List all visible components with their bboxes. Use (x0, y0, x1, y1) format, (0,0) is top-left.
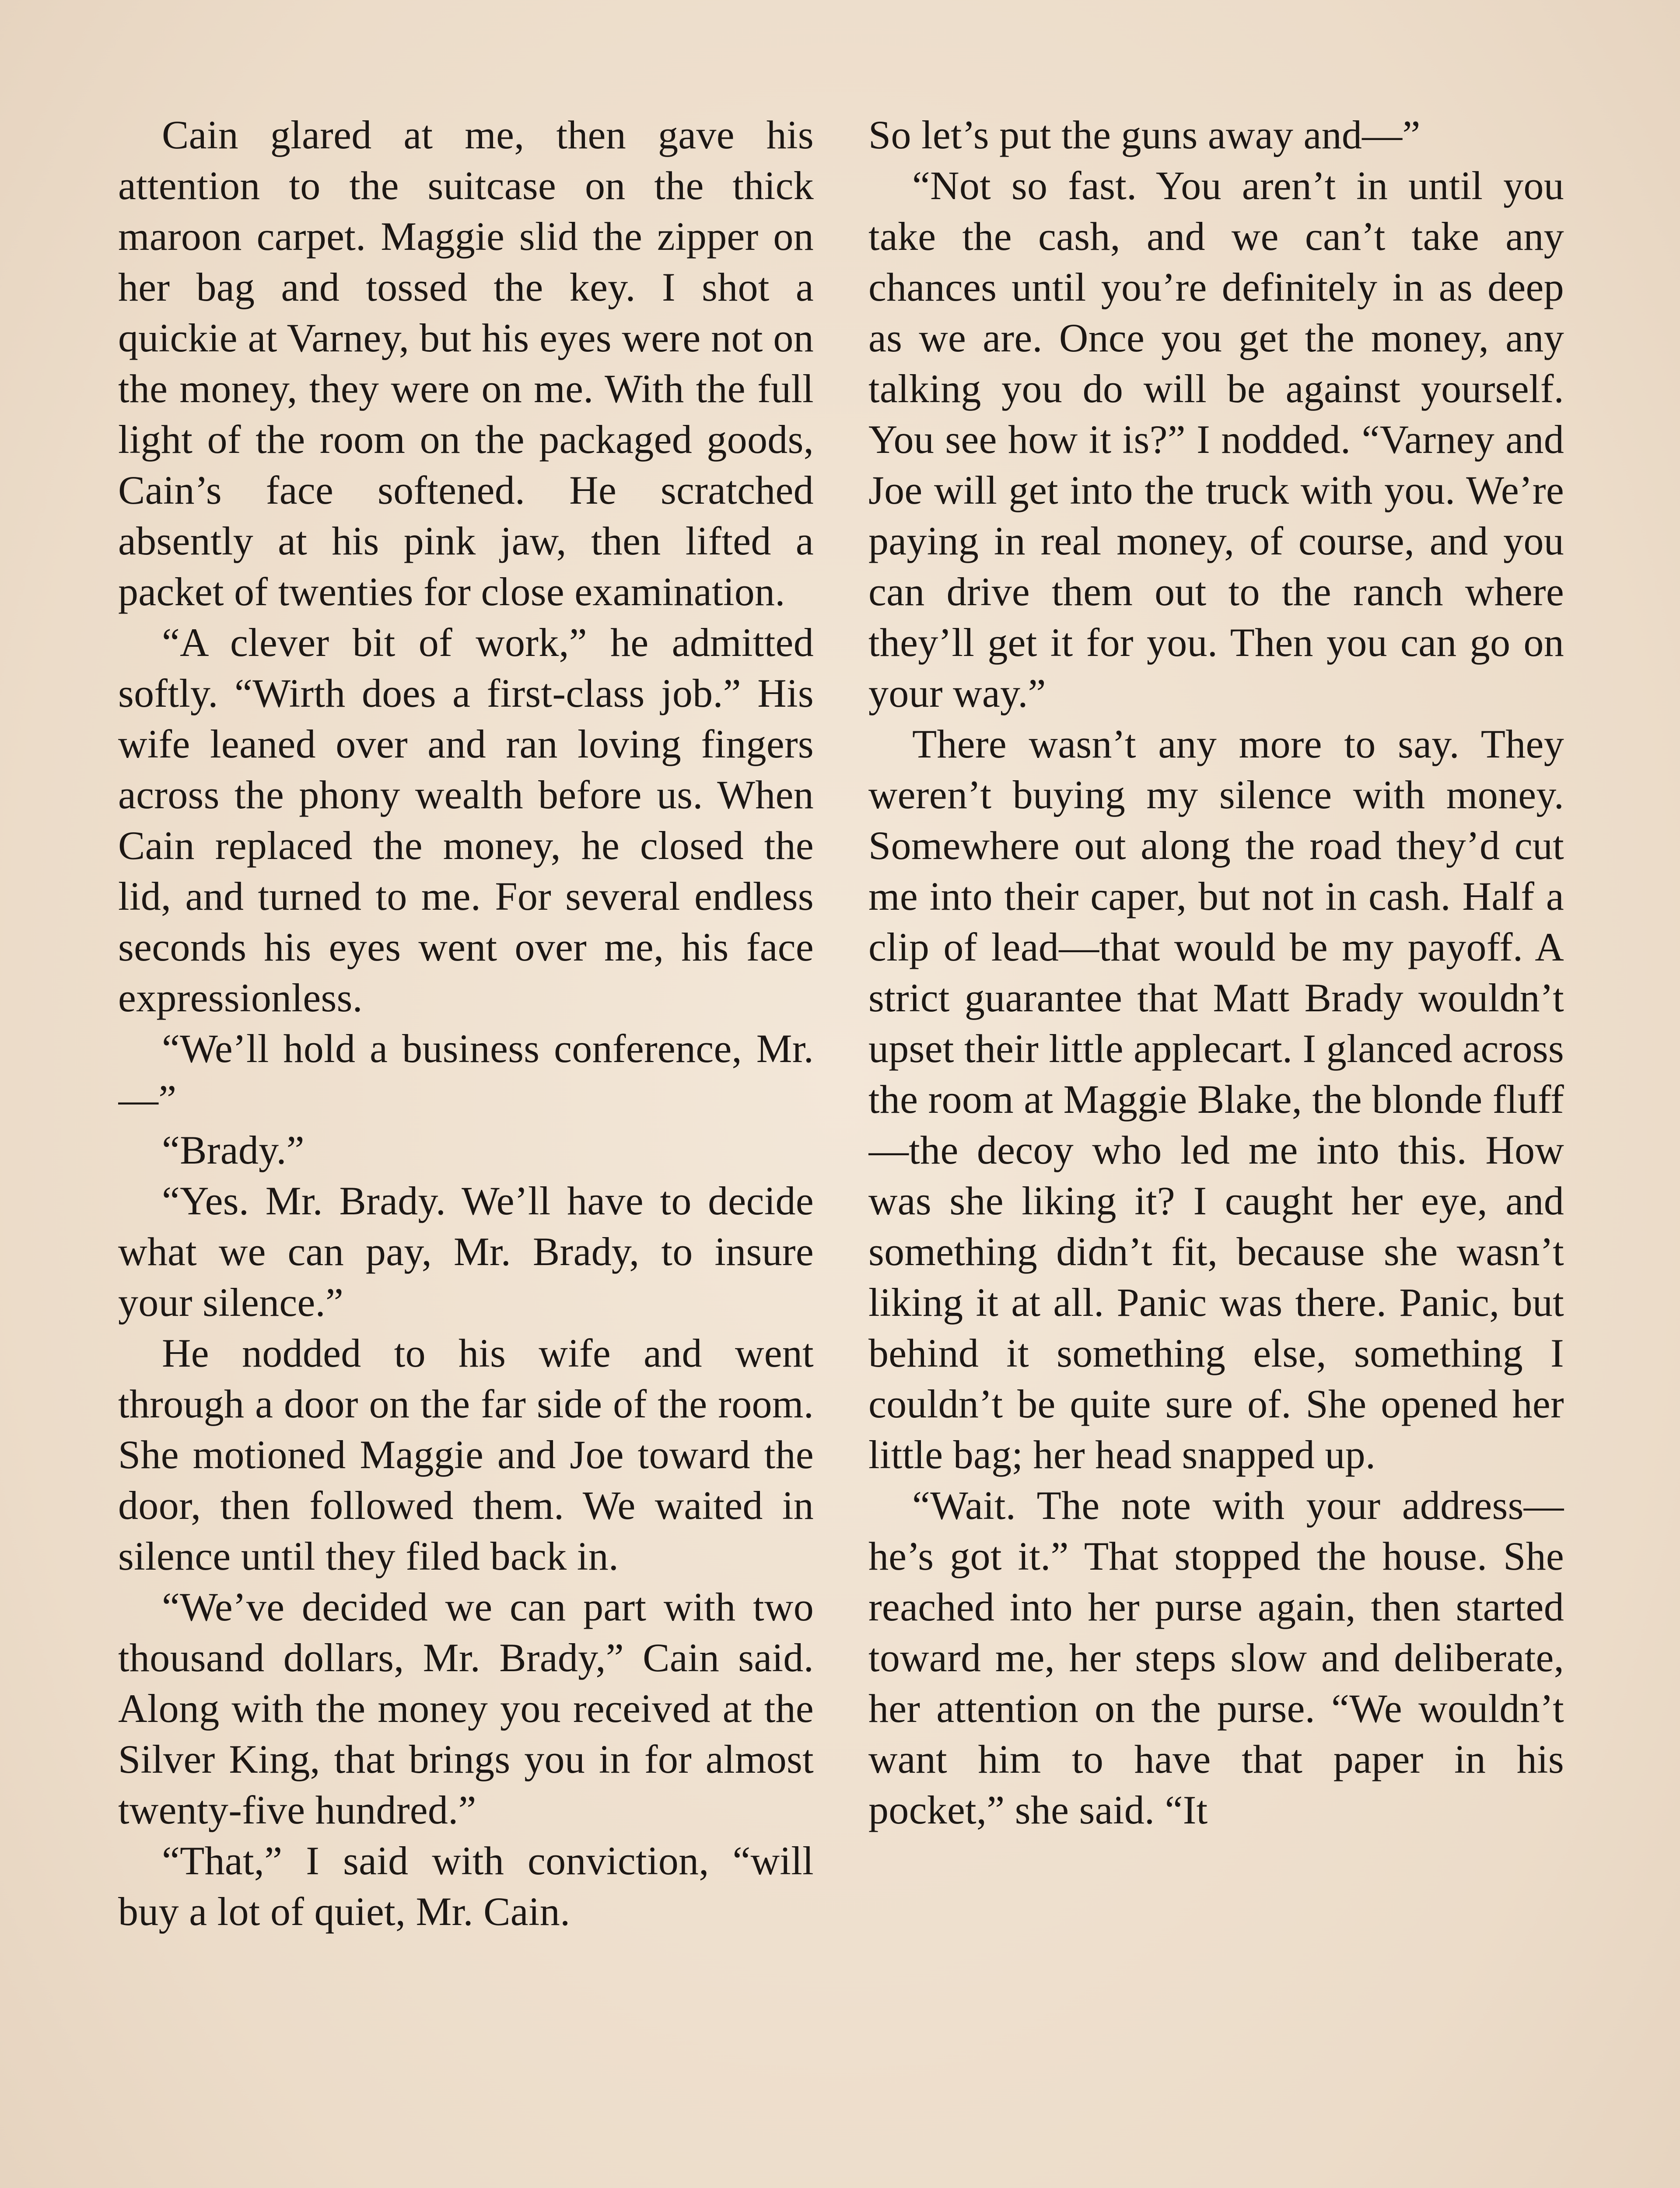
left-text-column (118, 109, 814, 2188)
paragraph: “We’ll hold a business conference, Mr.—” (118, 1026, 814, 1122)
paragraph: “Wait. The note with your address—he’s got it.” That stopped the house. She reached into her purse again, then started toward me, her steps slow and deliberate, her attention on the purse. “We wouldn’t want him to have that paper in his pocket,” she said. “It (868, 1483, 1564, 1832)
paragraph: “Brady.” (162, 1128, 304, 1172)
paragraph-continued: So let’s put the guns away and—” (868, 112, 1421, 157)
paragraph: “Yes. Mr. Brady. We’ll have to decide what we can pay, Mr. Brady, to insure your silence.” (118, 1178, 814, 1325)
right-text-column (868, 109, 1564, 2188)
paragraph: He nodded to his wife and went through a door on the far side of the room. She motioned Maggie and Joe toward the door, then followed them. We waited in silence until they filed back in. (118, 1331, 814, 1578)
paragraph: There wasn’t any more to say. They weren’t buying my silence with money. Somewhere out along the road they’d cut me into their caper, but not in cash. Half a clip of lead—that would be my payoff. A strict guarantee that Matt Brady wouldn’t upset their little applecart. I glanced across the room at Maggie Blake, the blonde fluff—the decoy who led me into this. How was she liking it? I caught her eye, and something didn’t fit, because she wasn’t liking it at all. Panic was there. Panic, but behind it something else, something I couldn’t be quite sure of. She opened her little bag; her head snapped up. (868, 722, 1564, 1477)
paragraph: Cain glared at me, then gave his attention to the suitcase on the thick maroon carpet. Maggie slid the zipper on her bag and tossed the key. I shot a quickie at Varney, but his eyes were not on the money, they were on me. With the full light of the room on the packaged goods, Cain’s face softened. He scratched absently at his pink jaw, then lifted a packet of twenties for close examination. (118, 112, 814, 614)
paragraph: “A clever bit of work,” he admitted softly. “Wirth does a first-class job.” His wife leaned over and ran loving fingers across the phony wealth before us. When Cain replaced the money, he closed the lid, and turned to me. For several endless seconds his eyes went over me, his face expressionless. (118, 620, 814, 1020)
paragraph: “That,” I said with conviction, “will buy a lot of quiet, Mr. Cain. (118, 1838, 814, 1934)
paragraph: “We’ve decided we can part with two thousand dollars, Mr. Brady,” Cain said. Along with the money you received at the Silver King, that brings you in for almost twenty-five hundred.” (118, 1585, 814, 1832)
paragraph: “Not so fast. You aren’t in until you take the cash, and we can’t take any chances until you’re definitely in as deep as we are. Once you get the money, any talking you do will be against yourself. You see how it is?” I nodded. “Varney and Joe will get into the truck with you. We’re paying in real money, of course, and you can drive them out to the ranch where they’ll get it for you. Then you can go on your way.” (868, 163, 1564, 715)
